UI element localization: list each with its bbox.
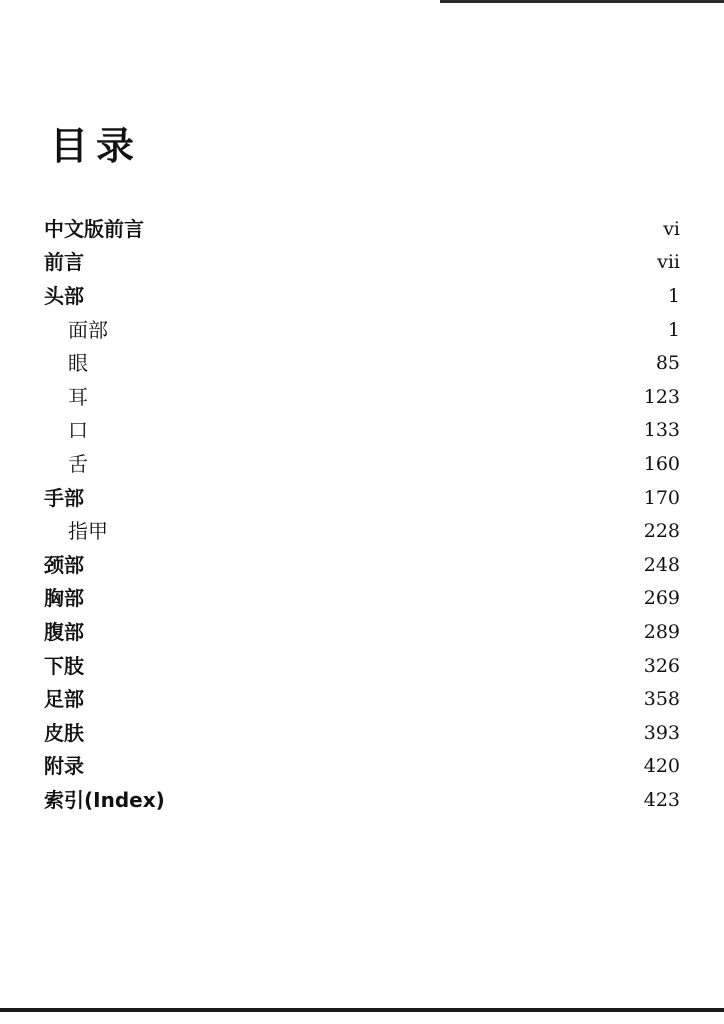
- toc-entry: [44, 313, 680, 347]
- toc-entry-page-number: 160: [643, 452, 680, 475]
- toc-entry-page-number: 326: [643, 654, 680, 677]
- toc-entry: [44, 649, 680, 683]
- toc-entry: [44, 346, 680, 380]
- toc-entry-label: 面部: [68, 317, 108, 342]
- toc-entry-page-number: 248: [643, 553, 680, 576]
- toc-entry: [44, 246, 680, 280]
- toc-entry: [44, 548, 680, 582]
- toc-entry: [44, 279, 680, 313]
- toc-entry: [44, 481, 680, 515]
- toc-entry-label: 中文版前言: [44, 216, 144, 241]
- toc-entry-label: 口: [68, 418, 88, 443]
- toc-entry-page-number: 133: [643, 419, 680, 442]
- toc-entry: [44, 750, 680, 784]
- page-title: 目录: [50, 124, 143, 168]
- toc-entry: [44, 716, 680, 750]
- toc-entry: [44, 447, 680, 481]
- toc-entry-page-number: 85: [655, 352, 680, 375]
- toc-entry: [44, 682, 680, 716]
- toc-entry-label: 颈部: [44, 552, 84, 577]
- toc-entry-label: 附录: [44, 754, 84, 779]
- toc-entry-label: 头部: [44, 283, 84, 308]
- toc-entry-label: 皮肤: [44, 720, 84, 745]
- toc-entry-label: 下肢: [44, 653, 84, 678]
- toc-entry: [44, 414, 680, 448]
- toc-entry-page-number: 1: [667, 284, 680, 307]
- bottom-rule: [0, 1008, 724, 1012]
- toc-entry-page-number: 269: [643, 587, 680, 610]
- toc-entry: [44, 212, 680, 246]
- toc-entry-page-number: 393: [643, 721, 680, 744]
- toc-entry-label: 前言: [44, 250, 84, 275]
- toc-entry: [44, 783, 680, 817]
- toc-entry-page-number: 228: [643, 520, 680, 543]
- toc-entry-page-number: 358: [643, 688, 680, 711]
- toc-entry-label: 胸部: [44, 586, 84, 611]
- toc-entry-page-number: vii: [657, 251, 680, 274]
- toc-entry-page-number: 423: [643, 788, 680, 811]
- toc-entry-label: 指甲: [68, 519, 108, 544]
- toc-entry-label: 索引(Index): [44, 787, 165, 812]
- toc-entry-page-number: 123: [643, 385, 680, 408]
- toc-entry-label: 舌: [68, 451, 88, 476]
- toc-entry-label: 耳: [68, 384, 88, 409]
- toc-entry: [44, 582, 680, 616]
- toc-entry-label: 手部: [44, 485, 84, 510]
- table-of-contents: [44, 212, 680, 817]
- toc-entry-page-number: 170: [643, 486, 680, 509]
- toc-entry-page-number: 289: [643, 620, 680, 643]
- toc-entry-page-number: vi: [663, 217, 680, 240]
- toc-entry: [44, 615, 680, 649]
- toc-entry-label: 腹部: [44, 619, 84, 644]
- toc-entry-page-number: 420: [643, 755, 680, 778]
- top-rule: [440, 0, 724, 3]
- toc-entry: [44, 514, 680, 548]
- toc-entry: [44, 380, 680, 414]
- toc-entry-label: 眼: [68, 351, 88, 376]
- toc-entry-label: 足部: [44, 687, 84, 712]
- toc-entry-page-number: 1: [667, 318, 680, 341]
